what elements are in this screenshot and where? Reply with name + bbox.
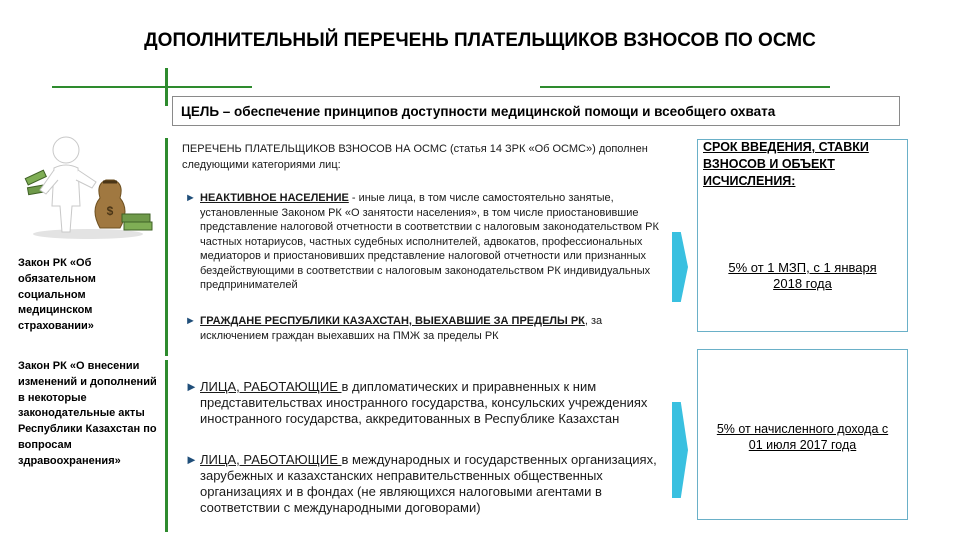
man-with-money-bags-icon [18, 128, 158, 240]
triangle-bullet-icon: ► [185, 192, 196, 204]
triangle-bullet-icon: ► [185, 452, 198, 467]
rates-heading: СРОК ВВЕДЕНИЯ, СТАВКИ ВЗНОСОВ И ОБЪЕКТ ИСЧИСЛЕНИЯ: [703, 140, 869, 188]
arrow-right-icon [672, 232, 688, 302]
list-item-diplomatic: ► ЛИЦА, РАБОТАЮЩИЕ в дипломатических и приравненных к ним представительствах иностранного государства, консульских учреждениях иностранного государства, аккредитованных в Республике Казахстан [185, 379, 648, 426]
rate-workers: 5% от начисленного дохода с 01 июля 2017 года [716, 422, 889, 452]
rate-box-lower [697, 349, 908, 520]
title-underline-left [52, 86, 252, 88]
rate-box-upper [697, 139, 908, 332]
divider-lower [165, 360, 168, 532]
goal-box: ЦЕЛЬ – обеспечение принципов доступности медицинской помощи и всеобщего охвата [172, 96, 900, 126]
list-item-emigrated: ► ГРАЖДАНЕ РЕСПУБЛИКИ КАЗАХСТАН, ВЫЕХАВШИЕ ЗА ПРЕДЕЛЫ РК, за исключением граждан выехавших на ПМЖ за пределы РК [185, 315, 603, 342]
list-item-inactive: ► НЕАКТИВНОЕ НАСЕЛЕНИЕ - иные лица, в том числе самостоятельно занятые, установленные Законом РК «О занятости населения», в том числе приостановившие представление налоговой отчетности в соответствии с налоговым законодательством РК частных нотариусов, частных судебных исполнителей, адвокатов, профессиональных медиаторов и приостановивших представление налоговой отчетности или признанных бездействующими в соответствии с налоговым законодательством РК индивидуальных предпринимателей [185, 192, 659, 291]
title-underline-right [540, 86, 830, 88]
svg-text:$: $ [106, 204, 114, 218]
list-item-international: ► ЛИЦА, РАБОТАЮЩИЕ в международных и государственных организациях, зарубежных и казахстанских неправительственных общественных организациях и в фондах (не являющихся налоговыми агентами в соответствии с международными договорами) [185, 452, 657, 515]
page-title: ДОПОЛНИТЕЛЬНЫЙ ПЕРЕЧЕНЬ ПЛАТЕЛЬЩИКОВ ВЗНОСОВ ПО ОСМС [144, 30, 816, 51]
arrow-right-icon [672, 402, 688, 498]
law-osms: Закон РК «Об обязательном социальном медицинском страховании» [18, 257, 96, 333]
divider-top [165, 68, 168, 106]
rate-inactive: 5% от 1 МЗП, с 1 января 2018 года [728, 260, 877, 291]
triangle-bullet-icon: ► [185, 379, 198, 394]
triangle-bullet-icon: ► [185, 315, 196, 327]
divider-upper [165, 138, 168, 356]
intro-text: ПЕРЕЧЕНЬ ПЛАТЕЛЬЩИКОВ ВЗНОСОВ НА ОСМС (статья 14 ЗРК «Об ОСМС») дополнен следующими категориями лиц: [182, 143, 648, 171]
law-amendments: Закон РК «О внесении изменений и дополнений в некоторые законодательные акты Республики Казахстан по вопросам здравоохранения» [18, 360, 157, 467]
